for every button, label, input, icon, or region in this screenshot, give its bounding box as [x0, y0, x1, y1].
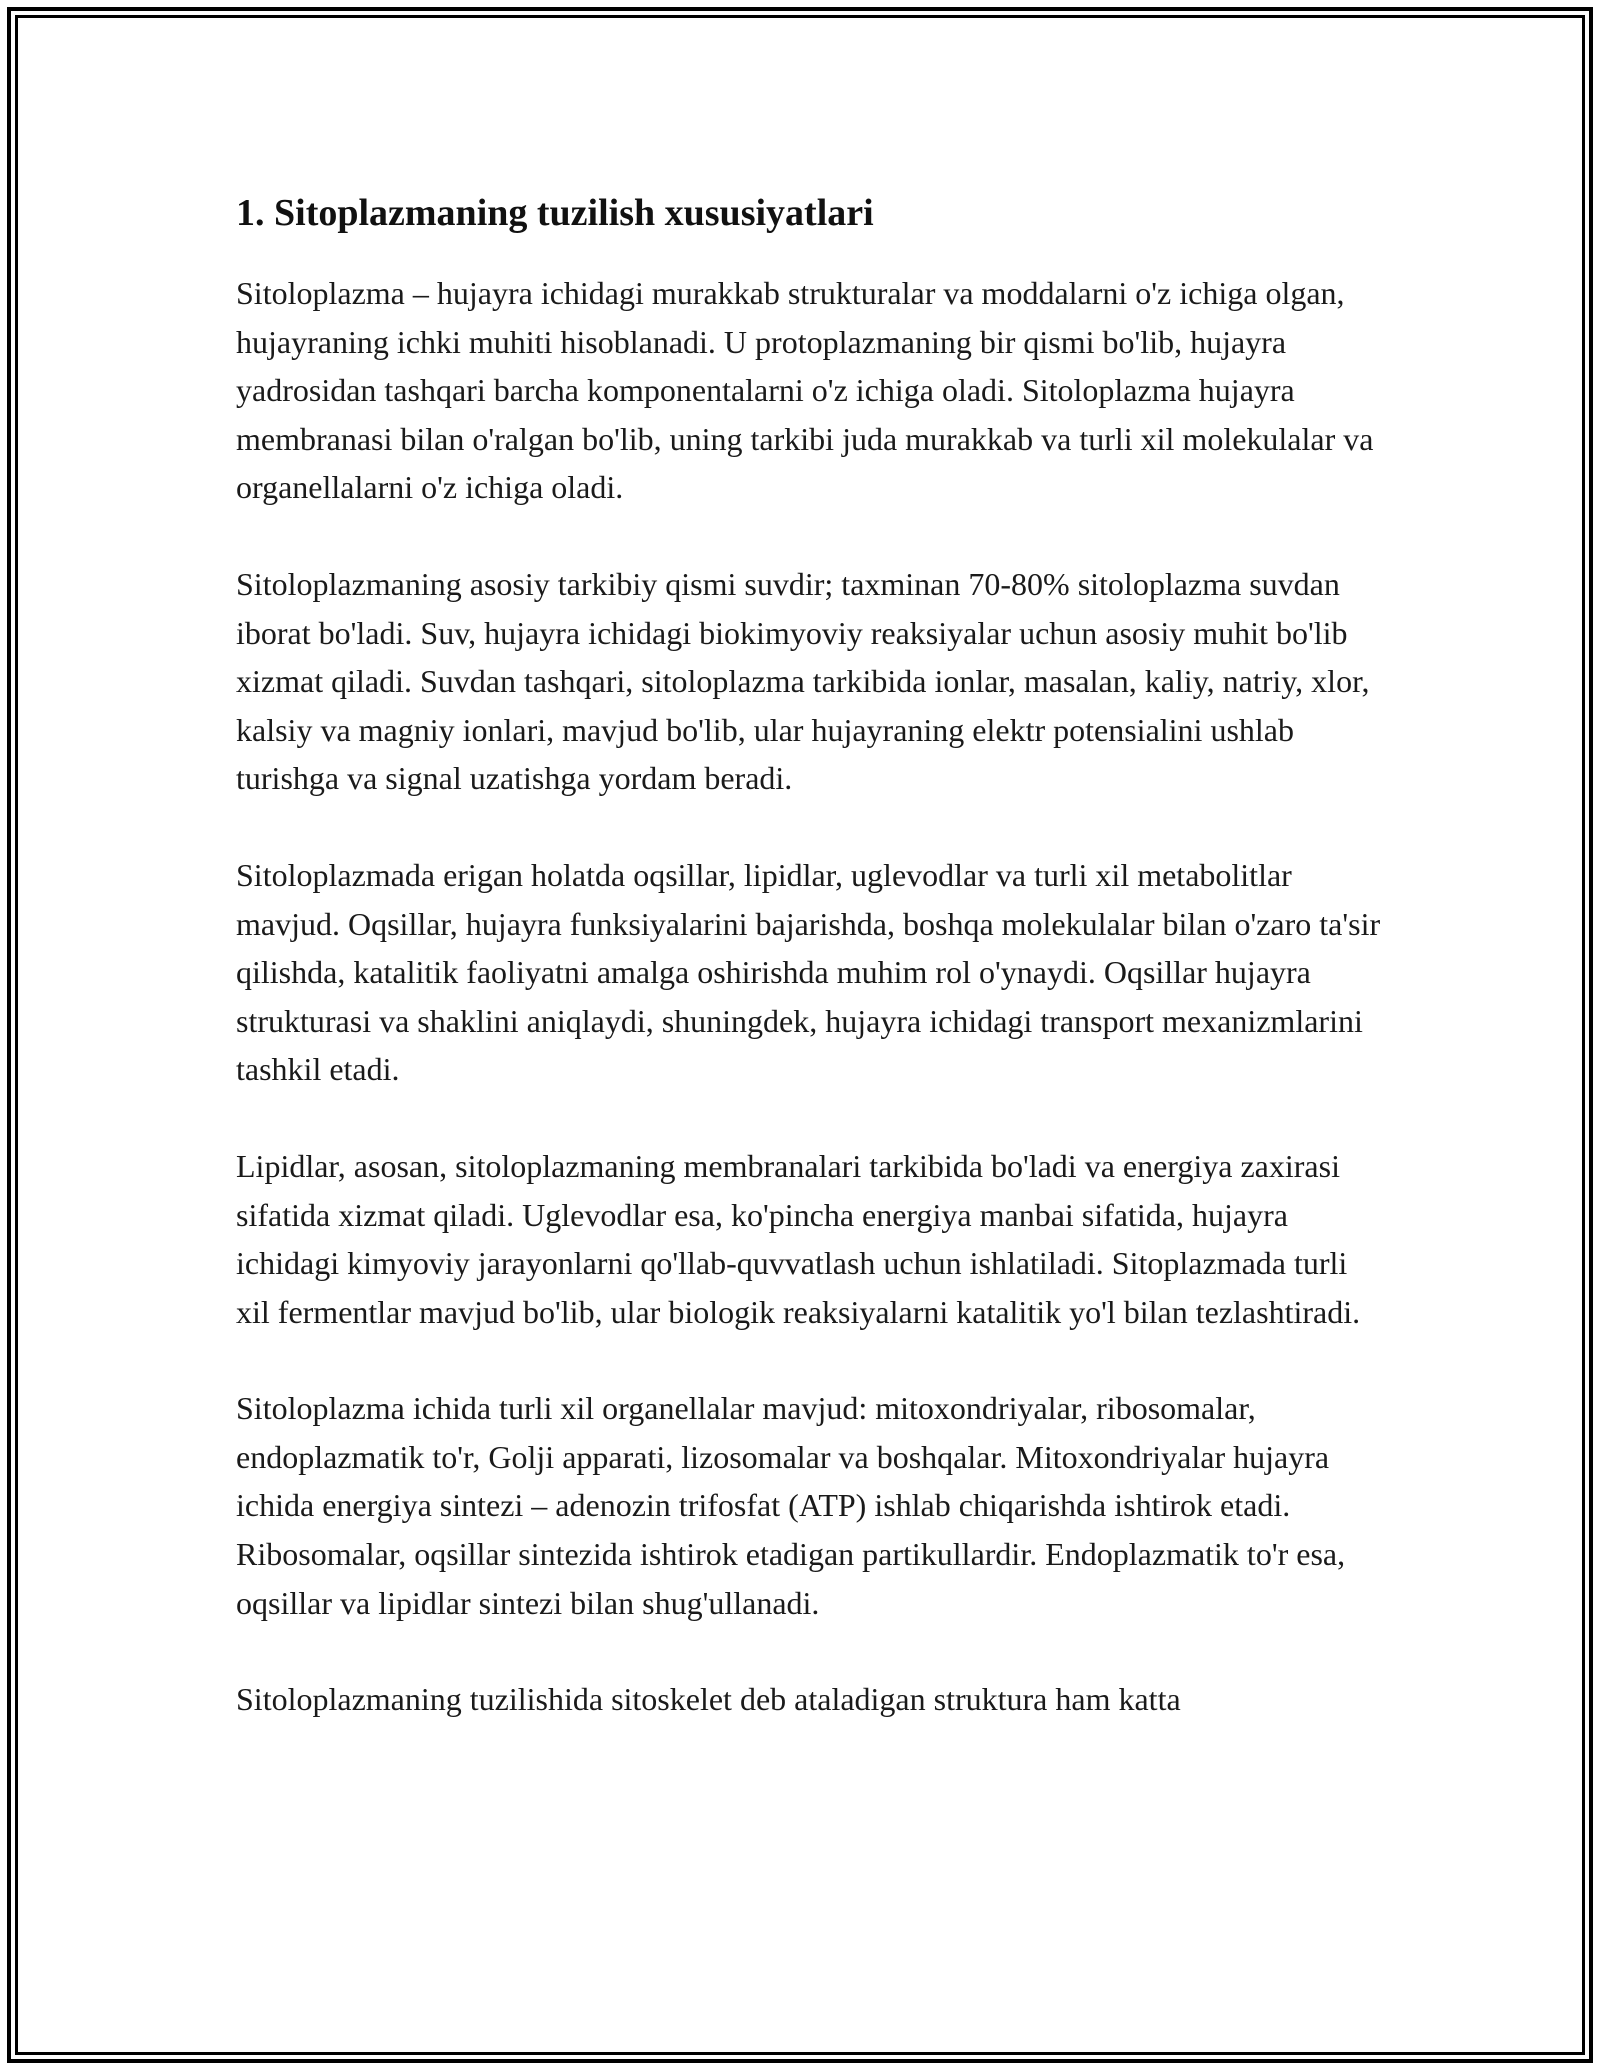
paragraph-6: Sitoloplazmaning tuzilishida sitoskelet deb ataladigan struktura ham katta: [236, 1681, 1181, 1718]
section-title: 1. Sitoplazmaning tuzilish xususiyatlari: [236, 192, 874, 234]
document-body: [236, 185, 1386, 1772]
paragraph-1: Sitoloplazma – hujayra ichidagi murakkab strukturalar va moddalarni o'z ichiga olgan, hujayraning ichki muhiti hisoblanadi. U protoplazmaning bir qismi bo'lib, hujayra yadrosidan tashqari barcha komponentalarni o'z ichiga oladi. Sitoloplazma hujayra membranasi bilan o'ralgan bo'lib, uning tarkibi juda murakkab va turli xil molekulalar va organellalarni o'z ichiga oladi.: [236, 275, 1374, 506]
paragraph-2: Sitoloplazmaning asosiy tarkibiy qismi suvdir; taxminan 70-80% sitoloplazma suvdan iborat bo'ladi. Suv, hujayra ichidagi biokimyoviy reaksiyalar uchun asosiy muhit bo'lib xizmat qiladi. Suvdan tashqari, sitoloplazma tarkibida ionlar, masalan, kaliy, natriy, xlor, kalsiy va magniy ionlari, mavjud bo'lib, ular hujayraning elektr potensialini ushlab turishga va signal uzatishga yordam beradi.: [236, 565, 1370, 797]
paragraph-5: Sitoloplazma ichida turli xil organellalar mavjud: mitoxondriyalar, ribosomalar, endoplazmatik to'r, Golji apparati, lizosomalar va boshqalar. Mitoxondriyalar hujayra ichida energiya sintezi – adenozin trifosfat (ATP) ishlab chiqarishda ishtirok etadi. Ribosomalar, oqsillar sintezida ishtirok etadigan partikullardir. Endoplazmatik to'r esa, oqsillar va lipidlar sintezi bilan shug'ullanadi.: [236, 1390, 1346, 1621]
paragraph-4: Lipidlar, asosan, sitoloplazmaning membranalari tarkibida bo'ladi va energiya zaxirasi sifatida xizmat qiladi. Uglevodlar esa, ko'pincha energiya manbai sifatida, hujayra ichidagi kimyoviy jarayonlarni qo'llab-quvvatlash uchun ishlatiladi. Sitoplazmada turli xil fermentlar mavjud bo'lib, ular biologik reaksiyalarni katalitik yo'l bilan tezlashtiradi.: [236, 1147, 1361, 1330]
paragraph-3: Sitoloplazmada erigan holatda oqsillar, lipidlar, uglevodlar va turli xil metabolitlar mavjud. Oqsillar, hujayra funksiyalarini bajarishda, boshqa molekulalar bilan o'zaro ta'sir qilishda, katalitik faoliyatni amalga oshirishda muhim rol o'ynaydi. Oqsillar hujayra strukturasi va shaklini aniqlaydi, shuningdek, hujayra ichidagi transport mexanizmlarini tashkil etadi.: [236, 856, 1381, 1088]
